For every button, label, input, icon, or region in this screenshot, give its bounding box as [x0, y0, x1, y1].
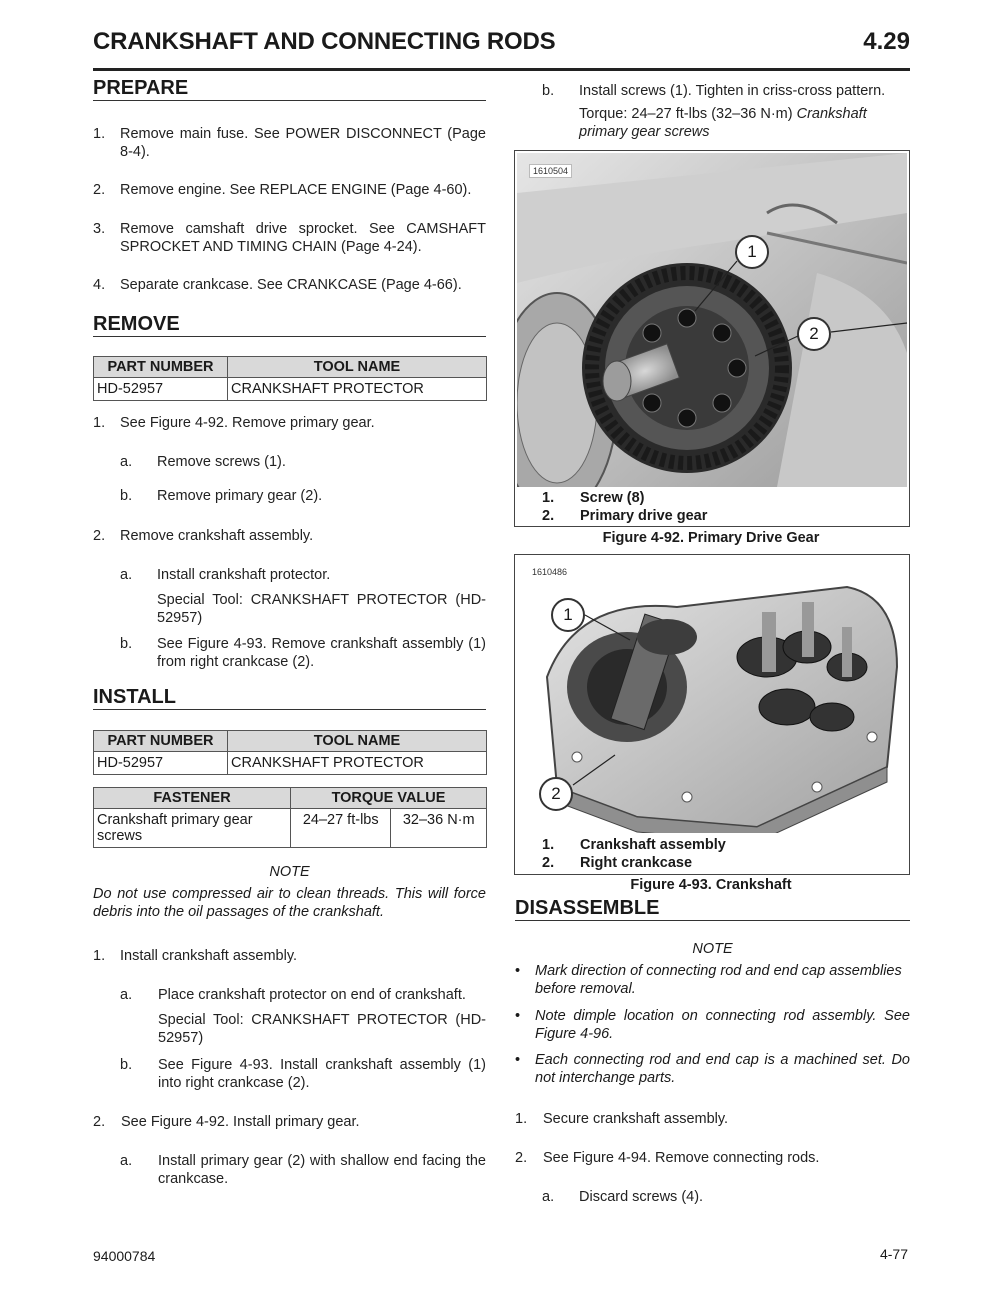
- figure-id-label: 1610486: [529, 566, 570, 578]
- bullet-icon: •: [515, 963, 521, 979]
- col-tool-name: TOOL NAME: [228, 357, 487, 378]
- figure93-caption: Figure 4-93. Crankshaft: [630, 877, 792, 893]
- callout-2: 2: [797, 317, 831, 351]
- install-note-heading: NOTE: [269, 864, 310, 880]
- remove-special-tool: Special Tool: CRANKSHAFT PROTECTOR (HD-52957): [157, 592, 486, 626]
- bullet-icon: •: [515, 1052, 521, 1068]
- figure-4-93: [514, 554, 910, 875]
- prepare-step-2: 2. Remove engine. See REPLACE ENGINE (Page 4-60).: [93, 182, 472, 198]
- figure93-legend: 1. Crankshaft assembly 2. Right crankcase: [542, 837, 726, 871]
- figure-4-92: [514, 150, 910, 527]
- cell-torque-nm: 32–36 N·m: [391, 809, 487, 848]
- install-step-2b: b. Install screws (1). Tighten in criss-cross pattern.: [542, 83, 886, 99]
- figure92-caption: Figure 4-92. Primary Drive Gear: [602, 530, 820, 546]
- cell-part-number: HD-52957: [94, 378, 228, 401]
- header-rule: [93, 68, 910, 71]
- remove-step-2b: b. See Figure 4-93. Remove crankshaft assembly (1) from right crankcase (2).: [120, 636, 486, 670]
- prepare-step-1: 1. Remove main fuse. See POWER DISCONNECT (Page 8-4).: [93, 126, 486, 160]
- install-special-tool: Special Tool: CRANKSHAFT PROTECTOR (HD-52957): [158, 1012, 486, 1046]
- install-step-1b: b. See Figure 4-93. Install crankshaft assembly (1) into right crankcase (2).: [120, 1057, 486, 1091]
- note-bullet-3: • Each connecting rod and end cap is a machined set. Do not interchange parts.: [515, 1052, 910, 1086]
- disassemble-step-2: 2. See Figure 4-94. Remove connecting rods.: [515, 1150, 820, 1166]
- footer-doc-number: 94000784: [93, 1248, 156, 1264]
- install-step-2a: a. Install primary gear (2) with shallow end facing the crankcase.: [120, 1153, 486, 1187]
- cell-fastener: Crankshaft primary gear screws: [94, 809, 291, 848]
- fastener-table: [93, 787, 487, 848]
- prepare-step-4: 4. Separate crankcase. See CRANKCASE (Page 4-66).: [93, 277, 462, 293]
- callout-1: 1: [551, 598, 585, 632]
- cell-tool-name: CRANKSHAFT PROTECTOR: [228, 752, 487, 775]
- page-title: CRANKSHAFT AND CONNECTING RODS: [93, 28, 556, 55]
- remove-heading: REMOVE: [93, 313, 486, 337]
- disassemble-heading: DISASSEMBLE: [515, 897, 910, 921]
- install-heading: INSTALL: [93, 686, 486, 710]
- remove-step-1a: a. Remove screws (1).: [120, 454, 286, 470]
- col-part-number: PART NUMBER: [94, 357, 228, 378]
- figure-id-label: 1610504: [529, 164, 572, 178]
- install-step-1a: a. Place crankshaft protector on end of crankshaft.: [120, 987, 466, 1003]
- figure92-legend: 1. Screw (8) 2. Primary drive gear: [542, 490, 708, 524]
- callout-leaders: [515, 151, 909, 491]
- cell-part-number: HD-52957: [94, 752, 228, 775]
- col-fastener: FASTENER: [94, 788, 291, 809]
- remove-step-1: 1. See Figure 4-92. Remove primary gear.: [93, 415, 375, 431]
- footer-page-number: 4-77: [879, 1246, 908, 1262]
- col-tool-name: TOOL NAME: [228, 731, 487, 752]
- col-part-number: PART NUMBER: [94, 731, 228, 752]
- bullet-icon: •: [515, 1008, 521, 1024]
- callout-1: 1: [735, 235, 769, 269]
- callout-leaders: [515, 555, 909, 835]
- install-step-2: 2. See Figure 4-92. Install primary gear.: [93, 1114, 360, 1130]
- cell-torque-ftlbs: 24–27 ft-lbs: [291, 809, 391, 848]
- section-number: 4.29: [863, 28, 910, 55]
- install-note-text: Do not use compressed air to clean threads. This will force debris into the oil passages of the crankshaft.: [93, 886, 486, 920]
- prepare-step-3: 3. Remove camshaft drive sprocket. See CAMSHAFT SPROCKET AND TIMING CHAIN (Page 4-24).: [93, 221, 486, 255]
- install-tool-table: [93, 730, 487, 775]
- install-step-1: 1. Install crankshaft assembly.: [93, 948, 298, 964]
- disassemble-step-2a: a. Discard screws (4).: [542, 1189, 704, 1205]
- note-bullet-2: • Note dimple location on connecting rod assembly. See Figure 4-96.: [515, 1008, 910, 1042]
- remove-tool-table: [93, 356, 487, 401]
- col-torque-value: TORQUE VALUE: [291, 788, 487, 809]
- callout-2: 2: [539, 777, 573, 811]
- remove-step-2a: a. Install crankshaft protector.: [120, 567, 331, 583]
- disassemble-step-1: 1. Secure crankshaft assembly.: [515, 1111, 729, 1127]
- remove-step-1b: b. Remove primary gear (2).: [120, 488, 323, 504]
- remove-step-2: 2. Remove crankshaft assembly.: [93, 528, 314, 544]
- torque-fastener: Crankshaft primary gear screws: [579, 106, 867, 140]
- prepare-heading: PREPARE: [93, 77, 486, 101]
- cell-tool-name: CRANKSHAFT PROTECTOR: [228, 378, 487, 401]
- disassemble-note-heading: NOTE: [692, 941, 733, 957]
- note-bullet-1: • Mark direction of connecting rod and end cap assemblies before removal.: [515, 963, 902, 997]
- torque-value: Torque: 24–27 ft-lbs (32–36 N·m): [579, 106, 793, 122]
- install-torque: [579, 105, 910, 141]
